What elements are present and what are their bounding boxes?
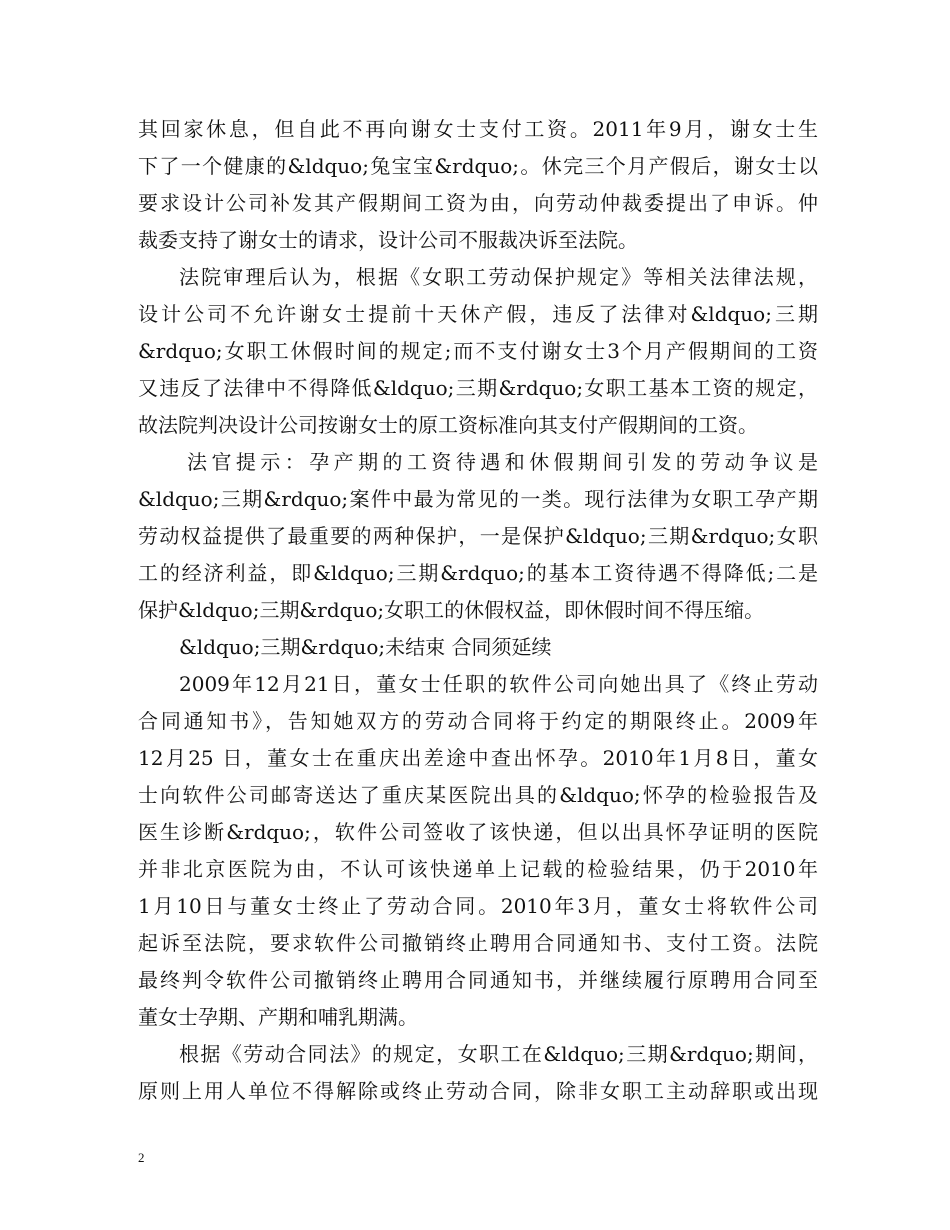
text-line: 合同通知书》，告知她双方的劳动合同将于约定的期限终止。2009年: [138, 709, 818, 733]
text-line: 工的经济利益，即&ldquo;三期&rdquo;的基本工资待遇不得降低;二是: [138, 561, 818, 585]
section-subheading: &ldquo;三期&rdquo;未结束 合同须延续: [179, 635, 552, 659]
text-line: 保护&ldquo;三期&rdquo;女职工的休假权益，即休假时间不得压缩。: [138, 598, 765, 622]
body-text: [138, 111, 818, 1110]
text-line: &ldquo;三期&rdquo;案件中最为常见的一类。现行法律为女职工孕产期: [138, 487, 818, 511]
text-line: 士向软件公司邮寄送达了重庆某医院出具的&ldquo;怀孕的检验报告及: [138, 783, 818, 807]
text-line: 法官提示：孕产期的工资待遇和休假期间引发的劳动争议是: [187, 450, 818, 474]
text-line: 最终判令软件公司撤销终止聘用合同通知书，并继续履行原聘用合同至: [138, 968, 818, 992]
text-line: 12月25 日，董女士在重庆出差途中查出怀孕。2010年1月8日，董女: [138, 746, 818, 770]
text-line: 下了一个健康的&ldquo;兔宝宝&rdquo;。休完三个月产假后，谢女士以: [138, 154, 818, 178]
text-line: 医生诊断&rdquo;，软件公司签收了该快递，但以出具怀孕证明的医院: [138, 820, 818, 844]
text-line: 又违反了法律中不得降低&ldquo;三期&rdquo;女职工基本工资的规定，: [138, 376, 818, 400]
text-line: 劳动权益提供了最重要的两种保护，一是保护&ldquo;三期&rdquo;女职: [138, 524, 818, 548]
page-number: 2: [138, 1150, 145, 1165]
text-line: 起诉至法院，要求软件公司撤销终止聘用合同通知书、支付工资。法院: [138, 931, 818, 955]
text-line: 法院审理后认为，根据《女职工劳动保护规定》等相关法律法规，: [179, 265, 818, 289]
text-line: 2009年12月21日，董女士任职的软件公司向她出具了《终止劳动: [179, 672, 818, 696]
text-line: 董女士孕期、产期和哺乳期满。: [138, 1005, 418, 1029]
text-line: 原则上用人单位不得解除或终止劳动合同，除非女职工主动辞职或出现: [138, 1079, 818, 1103]
text-line: 其回家休息，但自此不再向谢女士支付工资。2011年9月，谢女士生: [138, 117, 818, 141]
text-line: 裁委支持了谢女士的请求，设计公司不服裁决诉至法院。: [138, 228, 638, 252]
text-line: 要求设计公司补发其产假期间工资为由，向劳动仲裁委提出了申诉。仲: [138, 191, 818, 215]
text-line: 1月10日与董女士终止了劳动合同。2010年3月，董女士将软件公司: [138, 894, 818, 918]
text-line: &rdquo;女职工休假时间的规定;而不支付谢女士3个月产假期间的工资: [138, 339, 818, 363]
text-line: 故法院判决设计公司按谢女士的原工资标准向其支付产假期间的工资。: [138, 413, 758, 437]
text-line: 并非北京医院为由，不认可该快递单上记载的检验结果，仍于2010年: [138, 857, 818, 881]
text-line: 根据《劳动合同法》的规定，女职工在&ldquo;三期&rdquo;期间，: [179, 1042, 818, 1066]
text-line: 设计公司不允许谢女士提前十天休产假，违反了法律对&ldquo;三期: [138, 302, 818, 326]
